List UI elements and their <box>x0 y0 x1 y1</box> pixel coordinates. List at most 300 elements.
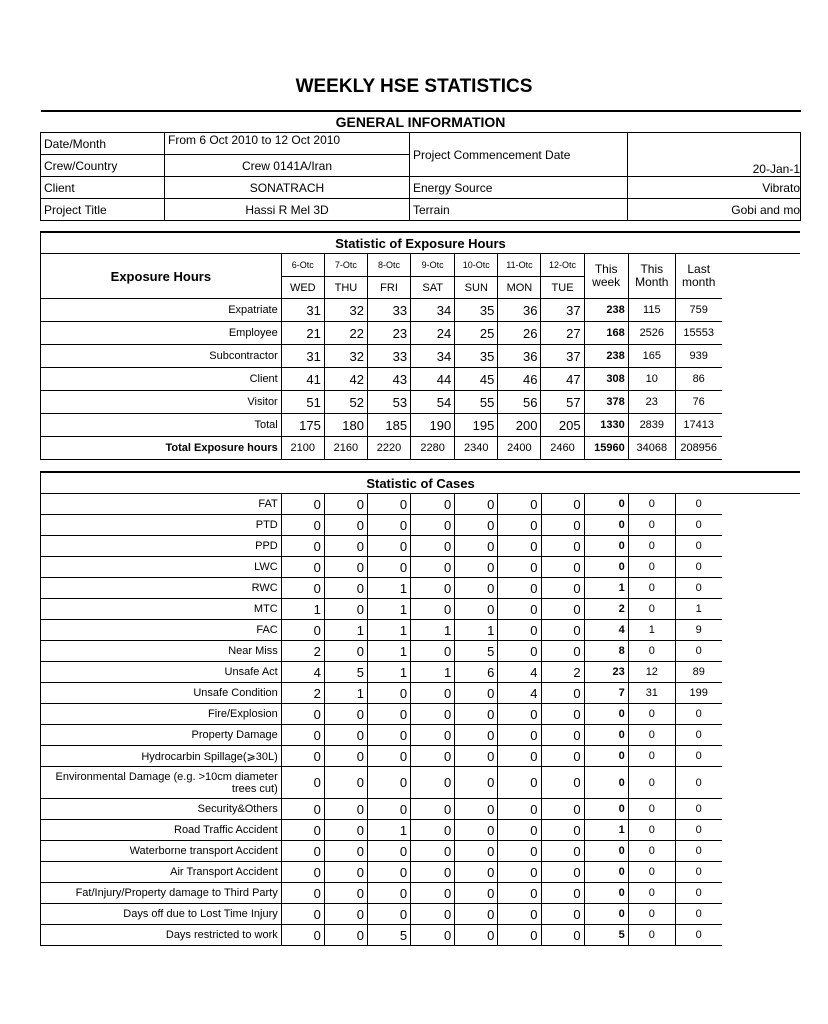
day-value: 2160 <box>324 437 367 460</box>
date-header: 11-Otc <box>498 254 541 277</box>
day-value: 0 <box>455 599 498 620</box>
this-month-value: 0 <box>628 536 675 557</box>
day-value: 0 <box>281 725 324 746</box>
day-value: 0 <box>324 820 367 841</box>
day-value: 0 <box>498 578 541 599</box>
this-week-value: 238 <box>584 345 628 368</box>
row-label: Fire/Explosion <box>41 704 282 725</box>
day-value: 0 <box>498 820 541 841</box>
row-label: Total <box>41 414 282 437</box>
day-value: 0 <box>541 883 584 904</box>
day-header: WED <box>281 277 324 299</box>
this-week-header: This week <box>584 254 628 299</box>
case-row <box>41 799 801 820</box>
day-value: 180 <box>324 414 367 437</box>
last-month-value: 0 <box>675 925 721 946</box>
this-month-value: 0 <box>628 599 675 620</box>
client-value: SONATRACH <box>165 177 410 199</box>
row-label: Fat/Injury/Property damage to Third Party <box>41 883 282 904</box>
day-value: 46 <box>498 368 541 391</box>
day-value: 23 <box>367 322 410 345</box>
exposure-row <box>41 322 801 345</box>
row-label: Visitor <box>41 391 282 414</box>
date-header: 9-Otc <box>411 254 455 277</box>
date-label: Date/Month <box>41 133 165 155</box>
day-value: 0 <box>281 515 324 536</box>
day-value: 0 <box>498 599 541 620</box>
day-value: 0 <box>541 820 584 841</box>
this-week-value: 0 <box>584 557 628 578</box>
day-value: 1 <box>368 641 411 662</box>
day-value: 0 <box>281 767 324 799</box>
last-month-value: 0 <box>675 494 721 515</box>
day-value: 0 <box>498 620 541 641</box>
client-label: Client <box>41 177 165 199</box>
this-month-value: 0 <box>628 820 675 841</box>
day-value: 0 <box>498 536 541 557</box>
day-value: 0 <box>541 925 584 946</box>
day-value: 0 <box>368 536 411 557</box>
this-month-value: 23 <box>628 391 675 414</box>
day-value: 36 <box>498 345 541 368</box>
day-value: 31 <box>281 345 324 368</box>
day-value: 2 <box>281 683 324 704</box>
terrain-label: Terrain <box>410 199 628 221</box>
day-value: 0 <box>541 515 584 536</box>
day-value: 1 <box>368 599 411 620</box>
this-week-value: 308 <box>584 368 628 391</box>
day-value: 5 <box>324 662 367 683</box>
this-week-value: 15960 <box>584 437 628 460</box>
commencement-label: Project Commencement Date <box>410 133 628 177</box>
this-month-value: 10 <box>628 368 675 391</box>
row-label: Expatriate <box>41 299 282 322</box>
day-value: 42 <box>324 368 367 391</box>
cases-table <box>40 471 800 946</box>
case-row <box>41 746 801 767</box>
last-month-value: 0 <box>675 746 721 767</box>
day-value: 0 <box>455 515 498 536</box>
day-value: 0 <box>368 494 411 515</box>
this-month-value: 1 <box>628 620 675 641</box>
day-value: 0 <box>368 883 411 904</box>
case-row <box>41 725 801 746</box>
day-value: 34 <box>411 345 455 368</box>
this-week-value: 2 <box>584 599 628 620</box>
day-value: 0 <box>281 820 324 841</box>
day-value: 0 <box>455 746 498 767</box>
day-value: 0 <box>541 704 584 725</box>
this-week-value: 0 <box>584 883 628 904</box>
cases-section-row <box>41 472 801 494</box>
this-week-value: 0 <box>584 515 628 536</box>
last-month-value: 0 <box>675 515 721 536</box>
last-month-value: 0 <box>675 704 721 725</box>
day-value: 0 <box>368 767 411 799</box>
day-value: 0 <box>368 704 411 725</box>
date-header: 12-Otc <box>541 254 584 277</box>
day-value: 55 <box>455 391 498 414</box>
day-header: SUN <box>455 277 498 299</box>
day-value: 1 <box>281 599 324 620</box>
this-week-value: 5 <box>584 925 628 946</box>
day-value: 56 <box>498 391 541 414</box>
this-month-value: 0 <box>628 641 675 662</box>
case-row <box>41 578 801 599</box>
day-value: 0 <box>281 704 324 725</box>
this-week-value: 168 <box>584 322 628 345</box>
case-row <box>41 862 801 883</box>
day-value: 2460 <box>541 437 584 460</box>
date-header: 7-Otc <box>324 254 367 277</box>
last-month-value: 0 <box>675 820 721 841</box>
date-header: 10-Otc <box>455 254 498 277</box>
this-month-value: 165 <box>628 345 675 368</box>
day-value: 0 <box>541 683 584 704</box>
row-label: Road Traffic Accident <box>41 820 282 841</box>
day-value: 0 <box>411 557 455 578</box>
day-value: 2220 <box>367 437 410 460</box>
case-row <box>41 904 801 925</box>
this-month-value: 0 <box>628 557 675 578</box>
day-value: 0 <box>324 515 367 536</box>
row-label: Waterborne transport Accident <box>41 841 282 862</box>
day-value: 0 <box>455 841 498 862</box>
day-value: 0 <box>411 799 455 820</box>
last-month-value: 0 <box>675 883 721 904</box>
row-label: Unsafe Condition <box>41 683 282 704</box>
day-value: 5 <box>455 641 498 662</box>
day-value: 1 <box>368 662 411 683</box>
day-value: 0 <box>324 641 367 662</box>
day-value: 0 <box>411 904 455 925</box>
exposure-row <box>41 299 801 322</box>
this-month-value: 0 <box>628 841 675 862</box>
day-value: 0 <box>281 557 324 578</box>
day-value: 0 <box>411 683 455 704</box>
date-row <box>41 133 801 155</box>
day-header: THU <box>324 277 367 299</box>
day-value: 0 <box>455 683 498 704</box>
day-value: 0 <box>455 536 498 557</box>
day-value: 0 <box>411 767 455 799</box>
day-value: 1 <box>455 620 498 641</box>
day-value: 33 <box>367 345 410 368</box>
last-month-value: 86 <box>675 368 721 391</box>
last-month-value: 0 <box>675 767 721 799</box>
this-month-value: 2839 <box>628 414 675 437</box>
this-month-value: 0 <box>628 515 675 536</box>
day-value: 0 <box>411 515 455 536</box>
row-label: LWC <box>41 557 282 578</box>
row-label: Air Transport Accident <box>41 862 282 883</box>
day-value: 22 <box>324 322 367 345</box>
day-value: 0 <box>324 578 367 599</box>
day-value: 0 <box>368 557 411 578</box>
day-value: 0 <box>368 862 411 883</box>
day-value: 0 <box>368 904 411 925</box>
case-row <box>41 536 801 557</box>
day-value: 0 <box>498 883 541 904</box>
day-value: 37 <box>541 345 584 368</box>
this-week-value: 0 <box>584 704 628 725</box>
day-value: 0 <box>411 925 455 946</box>
case-row <box>41 494 801 515</box>
exposure-row <box>41 391 801 414</box>
day-value: 1 <box>324 620 367 641</box>
last-month-value: 0 <box>675 841 721 862</box>
day-value: 0 <box>455 820 498 841</box>
report-title: WEEKLY HSE STATISTICS <box>295 76 533 97</box>
day-value: 0 <box>281 799 324 820</box>
row-label: Subcontractor <box>41 345 282 368</box>
day-value: 0 <box>541 841 584 862</box>
general-information-header-row <box>41 111 801 133</box>
this-month-value: 0 <box>628 494 675 515</box>
this-month-value: 0 <box>628 799 675 820</box>
last-month-value: 199 <box>675 683 721 704</box>
day-value: 1 <box>368 578 411 599</box>
day-value: 1 <box>368 620 411 641</box>
day-value: 0 <box>541 599 584 620</box>
day-value: 0 <box>411 883 455 904</box>
day-value: 53 <box>367 391 410 414</box>
day-value: 21 <box>281 322 324 345</box>
case-row <box>41 620 801 641</box>
this-month-header: This Month <box>628 254 675 299</box>
row-label: PTD <box>41 515 282 536</box>
day-value: 0 <box>498 904 541 925</box>
day-value: 0 <box>541 767 584 799</box>
day-value: 0 <box>498 725 541 746</box>
this-week-value: 0 <box>584 746 628 767</box>
row-label: Near Miss <box>41 641 282 662</box>
last-month-value: 0 <box>675 904 721 925</box>
project-row <box>41 199 801 221</box>
this-week-value: 8 <box>584 641 628 662</box>
this-month-value: 0 <box>628 904 675 925</box>
last-month-value: 15553 <box>675 322 721 345</box>
day-value: 25 <box>455 322 498 345</box>
day-value: 0 <box>324 704 367 725</box>
day-value: 2 <box>281 641 324 662</box>
day-value: 0 <box>411 820 455 841</box>
this-week-value: 0 <box>584 862 628 883</box>
this-week-value: 4 <box>584 620 628 641</box>
case-row <box>41 704 801 725</box>
row-label: Employee <box>41 322 282 345</box>
day-value: 0 <box>411 494 455 515</box>
day-value: 0 <box>281 494 324 515</box>
day-value: 35 <box>455 299 498 322</box>
general-information-table <box>40 110 801 221</box>
day-value: 0 <box>411 704 455 725</box>
day-value: 2400 <box>498 437 541 460</box>
day-value: 205 <box>541 414 584 437</box>
project-value: Hassi R Mel 3D <box>165 199 410 221</box>
date-header: 8-Otc <box>367 254 410 277</box>
day-value: 0 <box>368 799 411 820</box>
day-value: 0 <box>411 862 455 883</box>
exposure-row <box>41 345 801 368</box>
day-value: 0 <box>541 620 584 641</box>
day-value: 0 <box>498 515 541 536</box>
exposure-section-row <box>41 232 801 254</box>
terrain-value: Gobi and mo <box>628 199 801 221</box>
this-month-value: 0 <box>628 767 675 799</box>
day-value: 37 <box>541 299 584 322</box>
this-month-value: 2526 <box>628 322 675 345</box>
day-value: 0 <box>281 841 324 862</box>
this-week-value: 238 <box>584 299 628 322</box>
day-value: 0 <box>411 725 455 746</box>
day-value: 0 <box>541 494 584 515</box>
day-value: 0 <box>498 767 541 799</box>
this-month-value: 115 <box>628 299 675 322</box>
day-value: 31 <box>281 299 324 322</box>
day-value: 26 <box>498 322 541 345</box>
last-month-value: 0 <box>675 725 721 746</box>
last-month-value: 0 <box>675 536 721 557</box>
day-value: 0 <box>281 862 324 883</box>
day-value: 1 <box>368 820 411 841</box>
this-week-value: 0 <box>584 725 628 746</box>
commencement-value: 20-Jan-1 <box>628 133 801 177</box>
day-value: 0 <box>541 799 584 820</box>
case-row <box>41 641 801 662</box>
day-value: 54 <box>411 391 455 414</box>
client-row <box>41 177 801 199</box>
row-label: Environmental Damage (e.g. >10cm diameter trees cut) <box>41 767 282 799</box>
case-row <box>41 883 801 904</box>
exposure-section-title: Statistic of Exposure Hours <box>41 232 801 254</box>
row-label: Hydrocarbin Spillage(⩾30L) <box>41 746 282 767</box>
day-value: 0 <box>368 725 411 746</box>
day-value: 190 <box>411 414 455 437</box>
day-value: 57 <box>541 391 584 414</box>
this-month-value: 0 <box>628 925 675 946</box>
this-week-value: 7 <box>584 683 628 704</box>
day-value: 0 <box>455 799 498 820</box>
day-value: 0 <box>541 578 584 599</box>
day-value: 0 <box>281 746 324 767</box>
day-value: 175 <box>281 414 324 437</box>
this-week-value: 23 <box>584 662 628 683</box>
day-value: 33 <box>367 299 410 322</box>
day-value: 200 <box>498 414 541 437</box>
date-value: From 6 Oct 2010 to 12 Oct 2010 <box>165 133 410 155</box>
day-value: 47 <box>541 368 584 391</box>
day-value: 1 <box>411 620 455 641</box>
this-month-value: 12 <box>628 662 675 683</box>
this-month-value: 0 <box>628 578 675 599</box>
day-value: 24 <box>411 322 455 345</box>
day-value: 32 <box>324 299 367 322</box>
day-value: 0 <box>498 704 541 725</box>
day-value: 2100 <box>281 437 324 460</box>
day-value: 0 <box>455 557 498 578</box>
last-month-value: 0 <box>675 799 721 820</box>
this-month-value: 0 <box>628 725 675 746</box>
total-exposure-row <box>41 437 801 460</box>
day-value: 4 <box>498 683 541 704</box>
day-value: 0 <box>498 799 541 820</box>
day-value: 35 <box>455 345 498 368</box>
day-value: 0 <box>324 725 367 746</box>
case-row <box>41 557 801 578</box>
day-value: 0 <box>541 557 584 578</box>
row-label: FAC <box>41 620 282 641</box>
day-value: 0 <box>324 599 367 620</box>
day-value: 2 <box>541 662 584 683</box>
day-value: 0 <box>324 799 367 820</box>
row-label: Client <box>41 368 282 391</box>
day-value: 0 <box>455 925 498 946</box>
day-value: 0 <box>498 746 541 767</box>
day-value: 0 <box>368 746 411 767</box>
day-value: 0 <box>281 904 324 925</box>
case-row <box>41 820 801 841</box>
day-value: 52 <box>324 391 367 414</box>
day-value: 0 <box>281 578 324 599</box>
crew-label: Crew/Country <box>41 155 165 177</box>
day-value: 195 <box>455 414 498 437</box>
day-value: 0 <box>324 536 367 557</box>
day-value: 0 <box>281 536 324 557</box>
cases-section-title: Statistic of Cases <box>41 472 801 494</box>
this-month-value: 0 <box>628 746 675 767</box>
day-value: 0 <box>498 841 541 862</box>
day-value: 0 <box>324 883 367 904</box>
this-week-value: 1 <box>584 820 628 841</box>
energy-label: Energy Source <box>410 177 628 199</box>
row-label: Total Exposure hours <box>41 437 282 460</box>
day-value: 0 <box>498 494 541 515</box>
this-week-value: 0 <box>584 841 628 862</box>
last-month-value: 0 <box>675 641 721 662</box>
day-value: 0 <box>324 904 367 925</box>
row-label: MTC <box>41 599 282 620</box>
row-label: Unsafe Act <box>41 662 282 683</box>
day-value: 0 <box>498 925 541 946</box>
day-value: 0 <box>324 557 367 578</box>
exposure-row <box>41 414 801 437</box>
day-value: 0 <box>498 641 541 662</box>
day-value: 0 <box>411 536 455 557</box>
row-label: Property Damage <box>41 725 282 746</box>
this-week-value: 0 <box>584 799 628 820</box>
day-value: 4 <box>281 662 324 683</box>
last-month-value: 9 <box>675 620 721 641</box>
day-value: 45 <box>455 368 498 391</box>
day-value: 0 <box>324 746 367 767</box>
last-month-value: 89 <box>675 662 721 683</box>
last-month-value: 208956 <box>675 437 721 460</box>
case-row <box>41 841 801 862</box>
day-value: 0 <box>455 725 498 746</box>
case-row <box>41 515 801 536</box>
this-week-value: 1330 <box>584 414 628 437</box>
case-row <box>41 599 801 620</box>
this-week-value: 0 <box>584 494 628 515</box>
day-value: 0 <box>498 862 541 883</box>
this-month-value: 0 <box>628 862 675 883</box>
day-value: 2280 <box>411 437 455 460</box>
last-month-value: 0 <box>675 557 721 578</box>
last-month-value: 0 <box>675 578 721 599</box>
project-label: Project Title <box>41 199 165 221</box>
day-value: 4 <box>498 662 541 683</box>
